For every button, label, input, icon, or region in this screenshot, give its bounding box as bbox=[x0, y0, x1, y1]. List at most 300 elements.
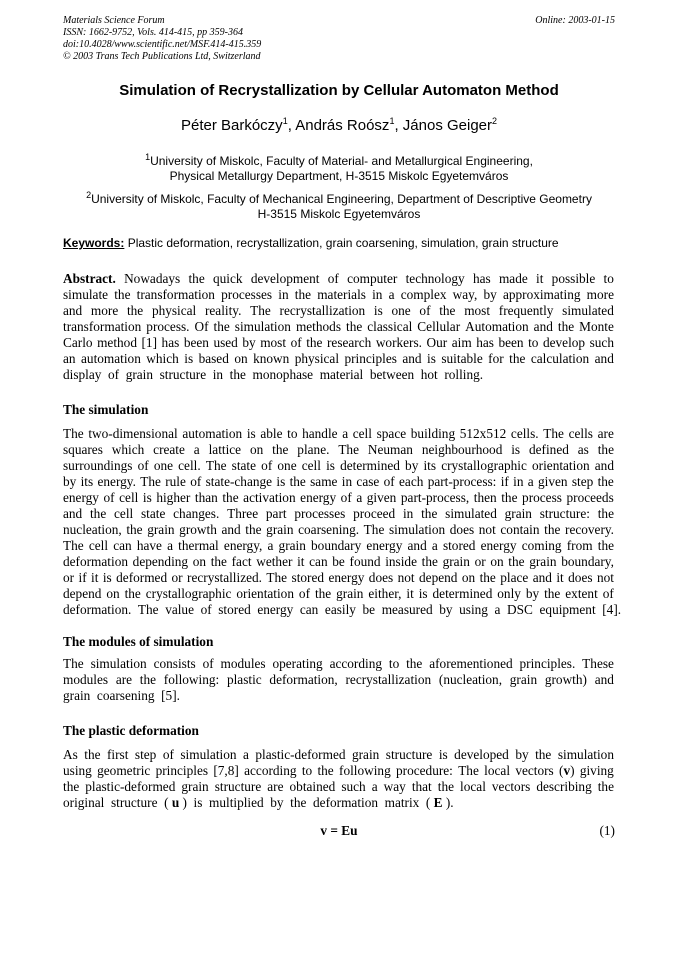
word: aforementioned bbox=[429, 656, 513, 671]
word: These bbox=[582, 656, 614, 671]
journal-info-line: doi:10.4028/www.scientific.net/MSF.414-415.359 bbox=[63, 39, 262, 50]
word-group bbox=[156, 763, 208, 779]
word: rule bbox=[165, 474, 186, 489]
word-group bbox=[509, 351, 525, 367]
word: approximating bbox=[502, 287, 581, 302]
word: if bbox=[78, 570, 87, 585]
word-group bbox=[209, 795, 267, 811]
word-group bbox=[114, 287, 130, 303]
word-group bbox=[602, 602, 624, 618]
word-group bbox=[278, 287, 288, 303]
word: describing bbox=[536, 779, 592, 794]
word-group bbox=[332, 554, 345, 570]
word: and bbox=[533, 319, 553, 334]
word-group bbox=[280, 303, 366, 319]
word-group bbox=[292, 570, 325, 586]
word-group bbox=[302, 426, 337, 442]
word: crystallographic bbox=[441, 458, 527, 473]
word: the bbox=[245, 522, 262, 537]
paper-title: Simulation of Recrystallization by Cellular Automaton Method bbox=[119, 82, 559, 99]
word: by bbox=[483, 287, 497, 302]
word-group bbox=[597, 570, 614, 586]
word: the bbox=[222, 490, 239, 505]
word: a bbox=[388, 287, 395, 302]
word: cells bbox=[568, 426, 593, 441]
word-group bbox=[63, 474, 76, 490]
word: most bbox=[260, 335, 287, 350]
word-group bbox=[439, 303, 455, 319]
word-group bbox=[291, 335, 302, 351]
word-group bbox=[372, 779, 378, 795]
word-group bbox=[260, 426, 282, 442]
word: such bbox=[341, 779, 366, 794]
word-group bbox=[422, 442, 503, 458]
word-group bbox=[97, 335, 137, 351]
word: energy bbox=[300, 490, 337, 505]
word: deformation bbox=[63, 554, 128, 569]
word: is bbox=[193, 795, 203, 810]
word: determined bbox=[340, 458, 400, 473]
word: of bbox=[298, 586, 310, 601]
word-group bbox=[242, 335, 255, 351]
word: the bbox=[63, 779, 80, 794]
word: (nucleation, bbox=[438, 672, 503, 687]
word-group bbox=[326, 458, 335, 474]
word: by bbox=[242, 335, 256, 350]
word-group bbox=[398, 570, 415, 586]
word: neighbourhood bbox=[421, 442, 503, 457]
word-group bbox=[341, 779, 365, 795]
word: research bbox=[326, 335, 372, 350]
word-group bbox=[124, 271, 180, 287]
word: structure bbox=[159, 367, 207, 382]
word: more bbox=[586, 287, 614, 302]
word: not bbox=[478, 522, 496, 537]
text-line bbox=[63, 747, 614, 763]
word-group bbox=[492, 779, 530, 795]
word-group bbox=[526, 586, 539, 602]
word-group bbox=[180, 747, 236, 763]
word-group bbox=[565, 586, 598, 602]
word: workers. bbox=[375, 335, 422, 350]
word-group bbox=[344, 351, 396, 367]
word: on bbox=[490, 554, 504, 569]
word: energy bbox=[328, 570, 365, 585]
word: simulation bbox=[90, 656, 147, 671]
word: grain bbox=[181, 779, 209, 794]
word: develop bbox=[542, 335, 586, 350]
word-group bbox=[438, 779, 454, 795]
word: cell bbox=[301, 458, 321, 473]
word-group bbox=[184, 351, 193, 367]
word: the bbox=[89, 506, 107, 521]
word: to bbox=[287, 426, 298, 441]
word: which bbox=[111, 442, 145, 457]
word-group bbox=[221, 287, 272, 303]
word: the bbox=[597, 506, 614, 521]
word-group bbox=[370, 367, 418, 383]
text-line bbox=[63, 442, 614, 458]
word-group bbox=[104, 490, 115, 506]
word-group bbox=[141, 506, 165, 522]
word-group bbox=[598, 474, 614, 490]
word: a bbox=[243, 747, 249, 762]
word-group bbox=[154, 656, 196, 672]
word: ) bbox=[570, 763, 575, 778]
word-group bbox=[417, 319, 460, 335]
journal-info-line: Materials Science Forum bbox=[63, 15, 165, 26]
word-group bbox=[500, 570, 528, 586]
word-group bbox=[590, 335, 614, 351]
word: 512x512 bbox=[459, 426, 507, 441]
word-group bbox=[89, 538, 108, 554]
affiliation-text: Physical Metallurgy Department, H-3515 Miskolc Egyetemváros bbox=[169, 169, 509, 183]
word-group bbox=[572, 474, 593, 490]
equation-formula: v = Eu bbox=[320, 823, 358, 838]
word-group bbox=[266, 570, 287, 586]
word: developed bbox=[454, 747, 509, 762]
word: automation bbox=[182, 426, 243, 441]
word: part-process, bbox=[400, 490, 470, 505]
word-group bbox=[111, 795, 161, 811]
word: not bbox=[397, 570, 415, 585]
word-group bbox=[569, 426, 593, 442]
word: is bbox=[184, 351, 194, 366]
word: As bbox=[63, 747, 78, 762]
word-group bbox=[140, 672, 156, 688]
word: are bbox=[115, 672, 133, 687]
word: given bbox=[366, 490, 397, 505]
word: the bbox=[509, 351, 526, 366]
word-group bbox=[328, 570, 364, 586]
word: the bbox=[126, 522, 143, 537]
word-group bbox=[269, 672, 337, 688]
word-group bbox=[545, 672, 587, 688]
word: cells. bbox=[510, 426, 539, 441]
word: way bbox=[383, 779, 406, 794]
word: it bbox=[297, 554, 305, 569]
word-group bbox=[63, 506, 82, 522]
word: on bbox=[192, 554, 207, 569]
word: is bbox=[326, 458, 335, 473]
word-group bbox=[363, 602, 379, 618]
word: recrystallization bbox=[345, 672, 432, 687]
word: modules bbox=[220, 656, 266, 671]
word: in bbox=[278, 287, 289, 302]
word: in bbox=[513, 474, 524, 489]
word: the bbox=[597, 538, 614, 553]
word-group bbox=[579, 319, 614, 335]
word-group bbox=[352, 747, 379, 763]
word-group bbox=[243, 490, 295, 506]
word-group bbox=[464, 303, 490, 319]
word-group bbox=[276, 474, 285, 490]
word-group bbox=[580, 763, 614, 779]
word-group bbox=[406, 656, 422, 672]
word: method bbox=[97, 335, 137, 350]
word-group bbox=[193, 554, 206, 570]
word-group bbox=[222, 490, 238, 506]
word-group bbox=[367, 319, 412, 335]
affiliation-line bbox=[0, 150, 678, 169]
word: coarsening. bbox=[298, 522, 360, 537]
word: grain bbox=[266, 522, 294, 537]
word-group bbox=[567, 490, 614, 506]
word-group bbox=[484, 763, 510, 779]
word: it bbox=[406, 586, 414, 601]
word: transformation bbox=[63, 319, 142, 334]
word-group bbox=[181, 779, 208, 795]
word-group bbox=[522, 490, 562, 506]
word: is bbox=[418, 586, 428, 601]
word-group bbox=[63, 795, 108, 811]
word-group bbox=[533, 570, 552, 586]
word-group bbox=[317, 287, 366, 303]
word: grain bbox=[509, 672, 538, 687]
word-group bbox=[459, 602, 491, 618]
author-separator: , bbox=[287, 117, 296, 134]
word: surroundings bbox=[63, 458, 133, 473]
word-group bbox=[406, 586, 413, 602]
word: place bbox=[500, 570, 529, 585]
word: The bbox=[458, 763, 479, 778]
word-group bbox=[195, 490, 218, 506]
word-group bbox=[209, 442, 241, 458]
word: which bbox=[146, 351, 179, 366]
word: or bbox=[63, 570, 75, 585]
word-group bbox=[137, 538, 162, 554]
word-group bbox=[595, 351, 614, 367]
word-group bbox=[339, 763, 391, 779]
word: and bbox=[594, 672, 614, 687]
affiliation-1 bbox=[0, 150, 678, 184]
word-group bbox=[336, 586, 363, 602]
word: a bbox=[494, 602, 501, 617]
word-group bbox=[91, 570, 98, 586]
word: [7,8] bbox=[213, 763, 239, 778]
word-group bbox=[113, 538, 131, 554]
word-group bbox=[401, 490, 469, 506]
word: the bbox=[114, 287, 131, 302]
word: v bbox=[563, 763, 571, 778]
word-group bbox=[309, 554, 327, 570]
word-group bbox=[152, 303, 196, 319]
word: structure bbox=[385, 747, 433, 762]
word-group bbox=[445, 506, 497, 522]
word-group bbox=[595, 672, 614, 688]
word-group bbox=[138, 458, 149, 474]
word: of bbox=[108, 367, 120, 382]
word: the bbox=[557, 319, 575, 334]
word-group bbox=[253, 367, 317, 383]
word-group bbox=[84, 747, 100, 763]
word: frequently bbox=[498, 303, 554, 318]
word-group bbox=[532, 458, 590, 474]
word-group bbox=[444, 367, 486, 383]
text-line bbox=[63, 763, 614, 779]
word: ( bbox=[559, 763, 564, 778]
word-group bbox=[372, 287, 382, 303]
word: using bbox=[459, 602, 488, 617]
word: to bbox=[301, 763, 313, 778]
word: the bbox=[317, 763, 334, 778]
word-group bbox=[386, 747, 433, 763]
word-group bbox=[499, 303, 554, 319]
word-group bbox=[474, 490, 497, 506]
word: following: bbox=[163, 672, 220, 687]
word-group bbox=[368, 442, 413, 458]
word: does bbox=[449, 522, 475, 537]
word: grain bbox=[147, 522, 175, 537]
word-group bbox=[568, 570, 592, 586]
word: then bbox=[473, 490, 497, 505]
word: computer bbox=[347, 271, 398, 286]
word: create bbox=[153, 442, 185, 457]
word-group bbox=[63, 570, 74, 586]
word: the bbox=[289, 474, 306, 489]
word-group bbox=[338, 442, 359, 458]
word-group bbox=[306, 335, 322, 351]
word: simulate bbox=[63, 287, 109, 302]
word: by bbox=[515, 747, 529, 762]
word-group bbox=[290, 779, 336, 795]
word: fact bbox=[231, 554, 252, 569]
word: the bbox=[597, 474, 614, 489]
word: grain bbox=[529, 554, 557, 569]
word: grain bbox=[336, 586, 364, 601]
word: by bbox=[405, 458, 419, 473]
word: The bbox=[266, 570, 288, 585]
section-heading: The simulation bbox=[63, 402, 149, 417]
word-group bbox=[368, 586, 401, 602]
word: have bbox=[136, 538, 162, 553]
word-group bbox=[91, 303, 118, 319]
word-group bbox=[476, 335, 494, 351]
word-group bbox=[79, 570, 87, 586]
word-group bbox=[439, 672, 502, 688]
word: on bbox=[461, 570, 476, 585]
section-body bbox=[63, 747, 614, 811]
word: from bbox=[566, 538, 593, 553]
word: E bbox=[433, 795, 443, 810]
word: plane. bbox=[297, 442, 330, 457]
word-group bbox=[396, 763, 453, 779]
word-group bbox=[433, 586, 493, 602]
word-group bbox=[267, 779, 283, 795]
word-group bbox=[126, 522, 142, 538]
word-group bbox=[218, 602, 254, 618]
word-group bbox=[419, 303, 430, 319]
word: plastic-deformed bbox=[255, 747, 346, 762]
text-line bbox=[63, 271, 614, 287]
word-group bbox=[213, 763, 238, 779]
journal-info-line: ISSN: 1662-9752, Vols. 414-415, pp 359-364 bbox=[63, 27, 243, 38]
word-group bbox=[342, 474, 352, 490]
affiliation-line bbox=[0, 169, 678, 184]
affiliation-text: H-3515 Miskolc Egyetemváros bbox=[257, 207, 421, 221]
word-group bbox=[112, 442, 145, 458]
word: of bbox=[137, 458, 149, 473]
word: an bbox=[63, 351, 76, 366]
word-group bbox=[63, 319, 141, 335]
word-group bbox=[399, 474, 423, 490]
word: physical bbox=[294, 351, 340, 366]
word: the bbox=[597, 779, 614, 794]
text-line bbox=[63, 367, 614, 383]
word: been bbox=[498, 335, 524, 350]
word: the bbox=[544, 586, 561, 601]
word-group bbox=[556, 570, 563, 586]
word-group bbox=[137, 287, 215, 303]
word: one bbox=[153, 458, 174, 473]
word-group bbox=[279, 538, 306, 554]
word: between bbox=[369, 367, 415, 382]
affiliation-line bbox=[0, 188, 678, 207]
word-group bbox=[510, 672, 537, 688]
word: boundary, bbox=[561, 554, 614, 569]
word: depend bbox=[63, 586, 102, 601]
word-group bbox=[267, 538, 273, 554]
word: structure bbox=[110, 795, 158, 810]
word-group bbox=[106, 586, 119, 602]
word-group bbox=[81, 351, 141, 367]
word-group bbox=[88, 426, 177, 442]
word: of bbox=[327, 271, 339, 286]
word: and bbox=[402, 351, 422, 366]
word-group bbox=[255, 747, 345, 763]
word-group bbox=[495, 602, 504, 618]
word: processes bbox=[221, 287, 273, 302]
word: or bbox=[474, 554, 486, 569]
text-line bbox=[63, 656, 614, 672]
word: is bbox=[427, 351, 436, 366]
word-group bbox=[236, 586, 294, 602]
word-group bbox=[429, 656, 512, 672]
word-group bbox=[163, 747, 174, 763]
word: and bbox=[594, 351, 614, 366]
word-group bbox=[154, 458, 173, 474]
word-group bbox=[232, 554, 252, 570]
affiliation-text: University of Miskolc, Faculty of Mechanical Engineering, Department of Descriptive Geometry bbox=[91, 192, 592, 206]
word: extent bbox=[565, 586, 598, 601]
word-group bbox=[165, 602, 197, 618]
word: plastic-deformed bbox=[85, 779, 176, 794]
word: be bbox=[362, 602, 376, 617]
word: of bbox=[202, 656, 214, 671]
word-group bbox=[595, 458, 614, 474]
word-group bbox=[272, 442, 288, 458]
word: multiplied bbox=[209, 795, 264, 810]
word: contain bbox=[500, 522, 540, 537]
word-group bbox=[567, 538, 593, 554]
word: suitable bbox=[441, 351, 483, 366]
word: has bbox=[472, 271, 491, 286]
word: process bbox=[522, 490, 562, 505]
section-heading: The modules of simulation bbox=[63, 634, 214, 649]
word-group bbox=[598, 506, 614, 522]
word-group bbox=[327, 335, 371, 351]
word-group bbox=[419, 586, 428, 602]
word-group bbox=[598, 779, 614, 795]
word-group bbox=[63, 335, 93, 351]
word-group bbox=[290, 795, 310, 811]
word-group bbox=[227, 506, 258, 522]
word-group bbox=[544, 522, 560, 538]
word-group bbox=[422, 554, 438, 570]
word: according bbox=[329, 656, 382, 671]
word: process. bbox=[146, 319, 190, 334]
word-group bbox=[389, 656, 399, 672]
